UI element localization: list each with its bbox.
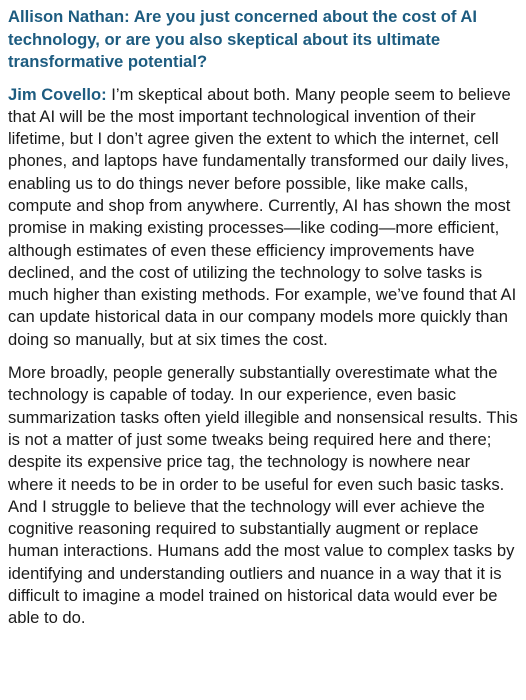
question-speaker: Allison Nathan: — [8, 7, 130, 26]
question-text: Are you just concerned about the cost of AI technology, or are you also skeptical about its ultimate transformative potential? — [8, 7, 477, 71]
answer-text-1: I’m skeptical about both. Many people seem to believe that AI will be the most important technological invention of their lifetime, but I don’t agree given the extent to which the internet, cell phones, and laptops have fundamentally transformed our daily lives, enabling us to do things never before possible, like make calls, compute and shop from anywhere. Currently, AI has shown the most promise in making existing processes—like coding—more efficient, although estimates of even these efficiency improvements have declined, and the cost of utilizing the technology to solve tasks is much higher than existing methods. For example, we’ve found that AI can update historical data in our company models more quickly than doing so manually, but at six times the cost. — [8, 84, 517, 349]
interview-question — [8, 6, 518, 74]
answer-paragraph-1 — [8, 84, 518, 352]
interview-excerpt — [8, 6, 518, 641]
answer-speaker: Jim Covello: — [8, 84, 107, 104]
answer-paragraph-2: More broadly, people generally substantially overestimate what the technology is capable of today. In our experience, even basic summarization tasks often yield illegible and nonsensical results. This is not a matter of just some tweaks being required here and there; despite its expensive price tag, the technology is nowhere near where it needs to be in order to be useful for even such basic tasks. And I struggle to believe that the technology will ever achieve the cognitive reasoning required to substantially augment or replace human interactions. Humans add the most value to complex tasks by identifying and understanding outliers and nuance in a way that it is difficult to imagine a model trained on historical data would ever be able to do. — [8, 363, 518, 628]
